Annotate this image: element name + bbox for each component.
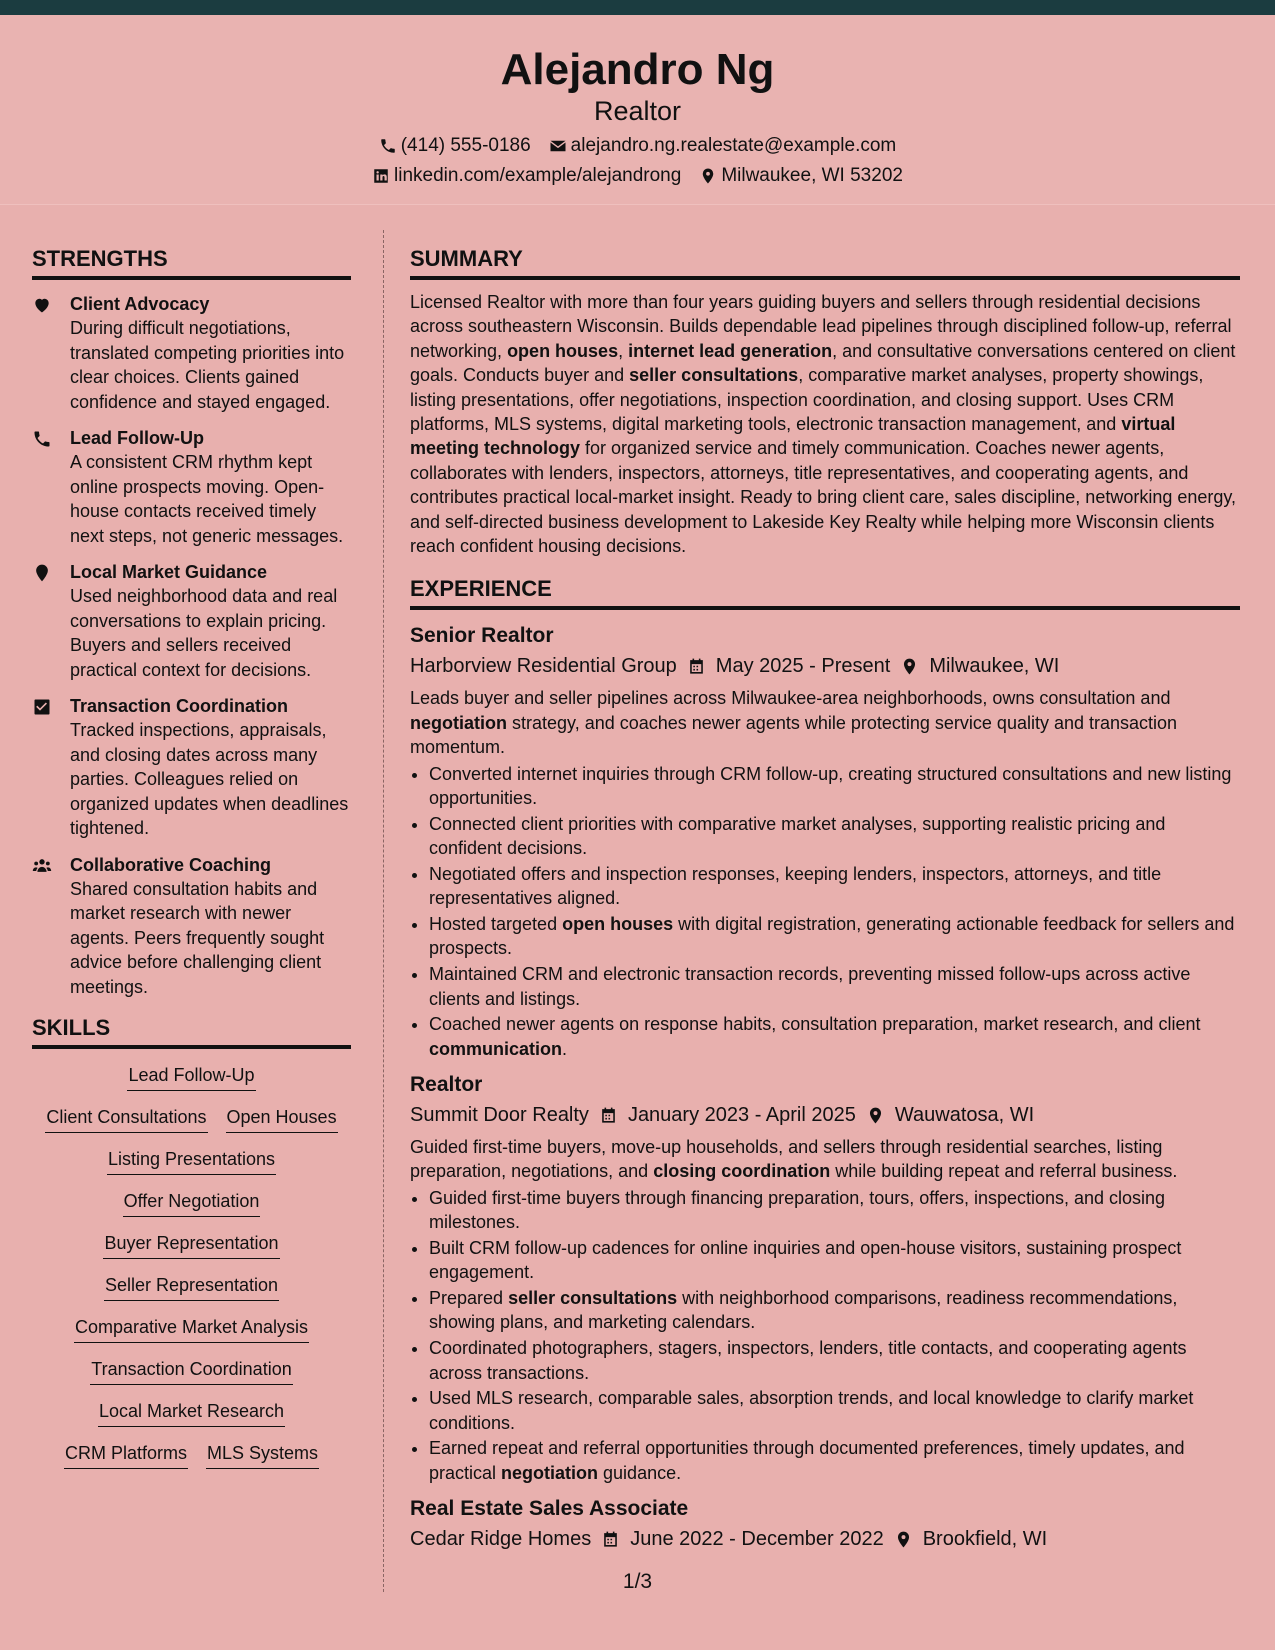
strength-body [70,560,351,682]
strength-desc: Tracked inspections, appraisals, and closing dates across many parties. Colleagues relied on organized updates when deadlines tightened. [70,720,349,838]
strength-title: Local Market Guidance [70,562,268,582]
skill-row [32,1231,351,1259]
job-entry [410,622,1240,1061]
job-bullet [429,1236,1240,1285]
job-location-wrap [894,1523,1047,1555]
job-bullet [429,1012,1240,1061]
job-dates-wrap [599,1099,856,1131]
left-column [32,244,351,1469]
summary-heading: SUMMARY [410,244,1240,280]
text-segment: Coached newer agents on response habits, consultation preparation, market research, and client [429,1014,1201,1035]
skill-row [32,1315,351,1343]
skill-tag: Local Market Research [98,1399,285,1427]
job-bullet [429,962,1240,1011]
job-entry [410,1495,1240,1555]
job-dates-wrap [601,1523,884,1555]
right-column [410,244,1240,1565]
text-segment: Built CRM follow-up cadences for online inquiries and open-house visitors, sustaining prospect engagement. [429,1237,1182,1283]
envelope-icon [549,137,567,155]
skill-tag: Offer Negotiation [123,1189,261,1217]
strength-body [70,426,351,548]
bold-keyword: open houses [507,340,619,361]
job-dates: June 2022 - December 2022 [630,1528,884,1551]
job-title: Senior Realtor [410,624,554,648]
skill-row [32,1399,351,1427]
job-company: Cedar Ridge Homes [410,1528,592,1551]
experience-list [410,622,1240,1555]
strength-item [32,426,351,548]
text-segment: while building repeat and referral business. [830,1161,1178,1182]
skill-row [32,1357,351,1385]
contact-row-2 [0,161,1275,191]
text-segment: , and consultative conversations centered on client goals. Conducts buyer and [410,340,1236,386]
job-meta [410,1099,1240,1131]
calendar-icon [601,1530,620,1549]
text-segment: strategy, and coaches newer agents while protecting service quality and transaction momentum. [410,712,1178,758]
skills-list [32,1063,351,1469]
calendar-icon [687,657,706,676]
job-location: Wauwatosa, WI [894,1104,1035,1127]
text-segment: Prepared [429,1288,509,1309]
text-segment: Earned repeat and referral opportunities through documented preferences, timely updates, and practical [429,1438,1185,1483]
strengths-list [32,292,351,999]
skill-row [32,1441,351,1469]
text-segment: with digital registration, generating actionable feedback for sellers and prospects. [429,914,1235,959]
strength-item [32,292,351,414]
bold-keyword: negotiation [501,1462,599,1483]
strength-desc: During difficult negotiations, translated competing priorities into clear choices. Clients gained confidence and stayed engaged. [70,318,345,412]
strength-body [70,853,351,1000]
job-bullet [429,1186,1240,1235]
strength-title: Lead Follow-Up [70,428,204,448]
job-title: Real Estate Sales Associate [410,1497,689,1521]
skill-row [32,1063,351,1091]
location-contact [699,161,903,191]
job-bullet [429,1286,1240,1335]
phone-contact [379,131,531,161]
phone-icon [32,429,52,449]
strength-title: Collaborative Coaching [70,854,272,875]
strength-title: Client Advocacy [70,294,210,314]
skills-heading: SKILLS [32,1013,351,1049]
column-divider [383,230,384,1592]
top-accent-bar [0,0,1275,15]
job-dates-wrap [687,650,891,682]
strength-desc: A consistent CRM rhythm kept online prospects moving. Open-house contacts received timely next steps, not generic messages. [70,452,344,546]
candidate-name: Alejandro Ng [500,45,775,94]
skill-tag: MLS Systems [206,1441,319,1469]
job-location-wrap [866,1099,1034,1131]
job-bullet [429,1336,1240,1385]
text-segment: for organized service and timely communication. Coaches newer agents, collaborates with lenders, inspectors, attorneys, title representatives, and cooperating agents, and contributes practical local-market insight. Ready to bring client care, sales discipline, networking energy, and self-directed business development to Lakeside Key Realty while helping more Wisconsin clients reach confident housing decisions. [410,438,1237,557]
text-segment: guidance. [598,1462,682,1483]
job-bullets [410,1186,1240,1485]
skill-row [32,1105,351,1133]
bold-keyword: negotiation [410,712,507,733]
text-segment: Guided first-time buyers, move-up households, and sellers through residential searches, listing preparation, negotiations, and [410,1137,1163,1182]
bold-keyword: virtual meeting technology [410,414,1176,459]
strength-icon-wrap [32,694,70,841]
checkbox-icon [32,697,52,717]
skill-row [32,1273,351,1301]
job-location: Brookfield, WI [922,1528,1048,1551]
location-pin-icon [900,657,919,676]
location-pin-icon [866,1106,885,1125]
strength-item [32,853,351,1000]
text-segment: Maintained CRM and electronic transaction records, preventing missed follow-ups across active clients and listings. [429,964,1191,1009]
strength-desc: Shared consultation habits and market research with newer agents. Peers frequently sought advice before challenging client meetings. [70,878,325,997]
strength-icon-wrap [32,292,70,414]
text-segment: Converted internet inquiries through CRM follow-up, creating structured consultations and new listing opportunities. [429,763,1232,809]
users-icon [32,856,52,876]
text-segment: . [562,1038,568,1059]
job-company: Summit Door Realty [410,1104,589,1127]
strength-body [70,694,351,841]
skill-tag: Client Consultations [45,1105,207,1133]
page-number: 1/3 [622,1570,653,1593]
skill-tag: Lead Follow-Up [127,1063,255,1091]
strengths-heading: STRENGTHS [32,244,351,280]
job-description [410,1135,1240,1184]
text-segment: Negotiated offers and inspection responses, keeping lenders, inspectors, attorneys, and title representatives aligned. [429,863,1162,909]
email-text[interactable]: alejandro.ng.realestate@example.com [570,135,897,156]
job-bullets [410,762,1240,1061]
linkedin-text[interactable]: linkedin.com/example/alejandrong [394,165,682,186]
skill-row [32,1147,351,1175]
job-dates: January 2023 - April 2025 [627,1104,856,1127]
job-bullet [429,862,1240,911]
map-pin-icon [699,167,717,185]
strength-title: Transaction Coordination [70,696,289,716]
location-pin-icon [894,1530,913,1549]
text-segment: with neighborhood comparisons, readiness recommendations, showing plans, and marketing calendars. [429,1288,1178,1333]
text-segment: Connected client priorities with comparative market analyses, supporting realistic pricing and confident decisions. [429,813,1166,859]
resume-header [0,15,1275,205]
text-segment: Leads buyer and seller pipelines across Milwaukee-area neighborhoods, owns consultation and [410,688,1171,709]
bold-keyword: closing coordination [653,1161,831,1182]
heart-icon [32,295,52,315]
strength-icon-wrap [32,560,70,682]
text-segment: , comparative market analyses, property showings, listing presentations, offer negotiations, inspection coordination, and closing support. Uses CRM platforms, MLS systems, digital marketing tools, electronic transaction management, and [410,365,1204,435]
text-segment: Hosted targeted [429,914,563,935]
bold-keyword: communication [429,1038,563,1059]
candidate-title: Realtor [593,96,682,126]
strength-body [70,292,351,414]
skill-tag: Listing Presentations [107,1147,276,1175]
skill-tag: Buyer Representation [103,1231,279,1259]
bold-keyword: seller consultations [629,365,799,386]
skill-tag: Comparative Market Analysis [74,1315,309,1343]
linkedin-icon [372,167,390,185]
skill-row [32,1189,351,1217]
text-segment: , [618,340,629,361]
job-title: Realtor [410,1073,483,1097]
strength-icon-wrap [32,853,70,1000]
job-bullet [429,812,1240,861]
strength-icon-wrap [32,426,70,548]
job-bullet [429,1436,1240,1485]
job-bullet [429,912,1240,961]
job-location: Milwaukee, WI [929,655,1060,678]
job-description [410,686,1240,759]
strength-desc: Used neighborhood data and real conversations to explain pricing. Buyers and sellers received practical context for decisions. [70,586,338,680]
strength-item [32,560,351,682]
text-segment: Guided first-time buyers through financing preparation, tours, offers, inspections, and closing milestones. [429,1187,1166,1233]
skill-tag: Open Houses [226,1105,338,1133]
skill-tag: CRM Platforms [64,1441,188,1469]
phone-text: (414) 555-0186 [400,135,531,156]
job-entry [410,1071,1240,1485]
job-meta [410,650,1240,682]
location-text: Milwaukee, WI 53202 [721,165,903,186]
job-bullet [429,762,1240,811]
email-contact[interactable] [549,131,897,161]
summary-text [410,290,1240,558]
map-pin-icon [32,563,52,583]
text-segment: Licensed Realtor with more than four years guiding buyers and sellers through residential decisions across southeastern Wisconsin. Builds dependable lead pipelines through disciplined follow-up, referral networking, [410,292,1232,361]
job-location-wrap [900,650,1059,682]
job-meta [410,1523,1240,1555]
job-bullet [429,1386,1240,1435]
job-dates: May 2025 - Present [715,655,891,678]
text-segment: Used MLS research, comparable sales, absorption trends, and local knowledge to clarify market conditions. [429,1388,1194,1433]
calendar-icon [599,1106,618,1125]
job-company: Harborview Residential Group [410,655,677,678]
linkedin-contact[interactable] [372,161,681,191]
bold-keyword: seller consultations [508,1288,678,1309]
bold-keyword: internet lead generation [628,340,833,361]
bold-keyword: open houses [562,914,674,935]
text-segment: Coordinated photographers, stagers, inspectors, lenders, title contacts, and cooperating agents across transactions. [429,1338,1187,1383]
skill-tag: Transaction Coordination [90,1357,292,1385]
strength-item [32,694,351,841]
phone-icon [379,137,397,155]
skill-tag: Seller Representation [104,1273,279,1301]
experience-heading: EXPERIENCE [410,574,1240,610]
contact-row-1 [0,131,1275,161]
